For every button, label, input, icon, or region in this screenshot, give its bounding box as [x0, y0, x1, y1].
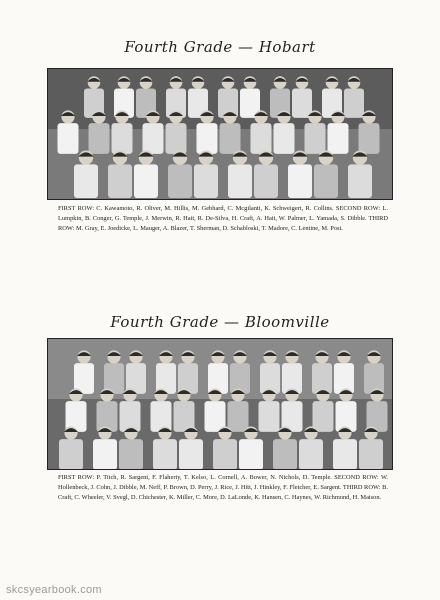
- class-photo-bloomville: [47, 338, 393, 470]
- class-photo-hobart: [47, 68, 393, 200]
- watermark: skcsyearbook.com: [6, 584, 102, 596]
- section-title-hobart: Fourth Grade — Hobart: [124, 38, 316, 56]
- caption-hobart: FIRST ROW: C. Kawamoto, R. Oliver, M. Hillis, M. Gebhard, C. Mcgilanti, K. Schweigert, R. Collins. SECOND ROW: L. Lumpkin, B. Conger, G. Temple, J. Merwin, R. Hait, R. De-Silva, H. Craft, A. Hait, W. Palmer, L. Yamada, S. Dibble. THIRD ROW: M. Gray, E. Joedicke, L. Mauger, A. Blazer, T. Sherman, D. Schabloski, T. Madore, C. Lentine, M. Post.: [58, 205, 388, 233]
- section-title-bloomville: Fourth Grade — Bloomville: [110, 313, 330, 331]
- caption-bloomville: FIRST ROW: P. Titch, R. Sargent, F. Flaherty, T. Kelso, L. Cornell, A. Bower, N. Nichols, D. Temple. SECOND ROW: W. Hollenbeck, J. Cohn, J. Dibble, M. Neff, P. Brown, D. Perry, J. Rice, J. Hitt, J. Hinkley, F. Fletcher, E. Sargent. THIRD ROW: B. Craft, C. Wheeler, V. Svegl, D. Chichester, K. Miller, C. More, D. LaLonde, K. Hansen, C. Haynes, W. Richmond, H. Maison.: [58, 474, 388, 502]
